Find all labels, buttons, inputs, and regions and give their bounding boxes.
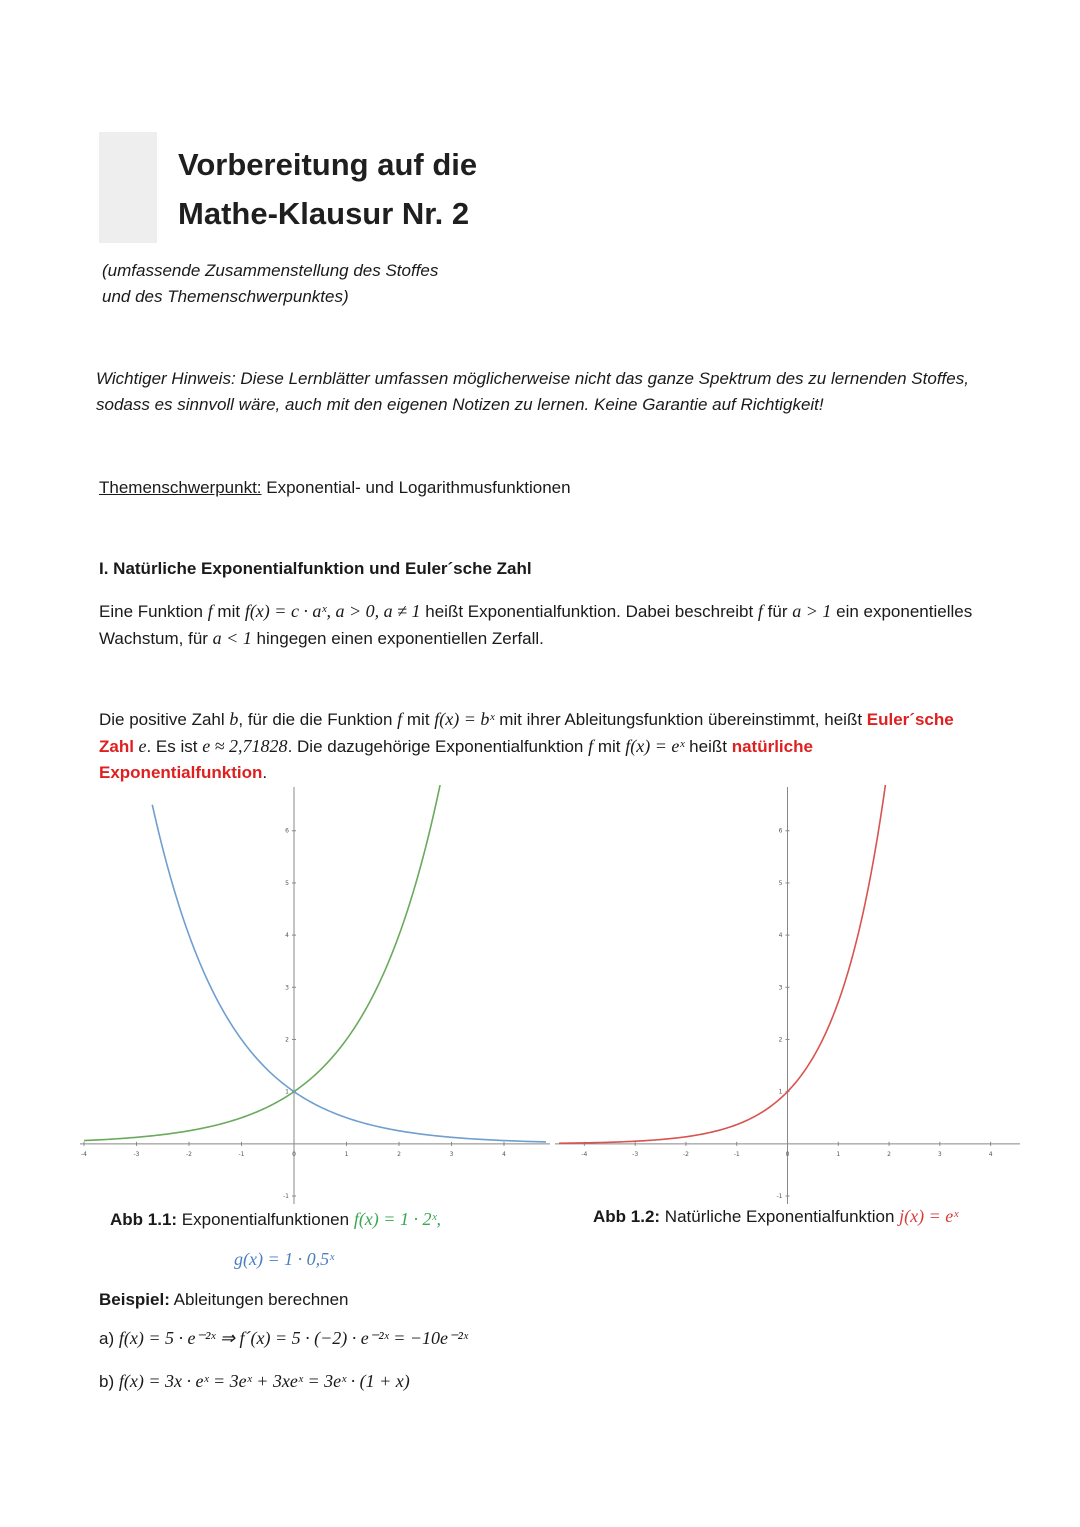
text: heißt	[684, 737, 732, 756]
x-tick-label: 3	[449, 1150, 454, 1158]
example-heading	[99, 1290, 349, 1310]
y-tick-label: 4	[285, 932, 289, 940]
x-tick-label: 3	[937, 1150, 942, 1158]
math-f: f	[757, 601, 763, 621]
example-b-label: b)	[99, 1372, 119, 1391]
text: . Die dazugehörige Exponentialfunktion	[287, 737, 589, 756]
math-f: f	[397, 709, 403, 729]
euler-number-term: Euler´sche Zahl	[99, 710, 954, 756]
chart-exponential-functions	[80, 785, 550, 1210]
topic-focus-text: Exponential- und Logarithmusfunktionen	[261, 478, 571, 497]
euler-paragraph	[99, 706, 979, 786]
caption-label: Abb 1.2:	[593, 1207, 661, 1226]
caption-text: Exponentialfunktionen	[177, 1210, 354, 1229]
x-tick-label: 2	[397, 1150, 401, 1158]
example-a	[99, 1328, 468, 1349]
caption-text: Natürliche Exponentialfunktion	[660, 1207, 900, 1226]
y-tick-label: 5	[778, 879, 783, 887]
example-a-formula: f(x) = 5 · e⁻²ˣ ⇒ f´(x) = 5 · (−2) · e⁻²ˣ = −10e⁻²ˣ	[118, 1328, 468, 1348]
math-formula: f(x) = c · aˣ, a > 0, a ≠ 1	[244, 601, 421, 621]
x-tick-label: 2	[887, 1150, 891, 1158]
math-condition: a < 1	[212, 628, 252, 648]
natural-exp-term: natürliche Exponentialfunktion	[99, 737, 813, 782]
x-tick-label: -1	[733, 1150, 740, 1158]
math-approx: e ≈ 2,71828	[202, 736, 288, 756]
title-decoration	[99, 132, 157, 243]
text: für	[762, 602, 793, 621]
title-line-1: Vorbereitung auf die	[178, 147, 478, 182]
y-tick-label: 6	[285, 827, 289, 835]
math-f: f	[207, 601, 213, 621]
text: Eine Funktion	[99, 602, 208, 621]
series-line-1	[84, 785, 441, 1141]
math-e: e	[133, 736, 147, 756]
math-b: b	[229, 709, 239, 729]
y-tick-label: 3	[285, 984, 289, 992]
y-tick-label: 1	[285, 1088, 289, 1096]
example-label: Beispiel:	[99, 1290, 170, 1309]
text: ein exponentielles Wachstum, für	[99, 602, 973, 648]
text: mit	[402, 710, 435, 729]
chart-natural-exponential	[555, 785, 1020, 1210]
x-tick-label: 0	[785, 1150, 790, 1158]
text: . Es ist	[146, 737, 203, 756]
series-line-2	[152, 805, 546, 1142]
figure-1-caption	[110, 1209, 441, 1230]
text: mit ihrer Ableitungsfunktion übereinstimmt, heißt	[494, 710, 867, 729]
text: , für die die Funktion	[238, 710, 398, 729]
topic-focus-label: Themenschwerpunkt:	[99, 478, 262, 497]
x-tick-label: -3	[632, 1150, 639, 1158]
text: hingegen einen exponentiellen Zerfall.	[251, 629, 544, 648]
y-tick-label: 5	[285, 879, 289, 887]
formula-j: j(x) = eˣ	[899, 1206, 959, 1226]
text: mit	[212, 602, 245, 621]
math-formula: f(x) = bˣ	[434, 709, 495, 729]
topic-focus	[99, 478, 571, 498]
y-tick-label: 2	[285, 1036, 289, 1044]
y-tick-label: -1	[776, 1193, 783, 1200]
example-text: Ableitungen berechnen	[169, 1290, 349, 1309]
y-tick-label: -1	[283, 1193, 289, 1200]
y-tick-label: 4	[778, 932, 783, 940]
y-tick-label: 6	[778, 827, 783, 835]
x-tick-label: -2	[186, 1150, 192, 1158]
definition-paragraph	[99, 598, 999, 652]
x-tick-label: -4	[581, 1150, 588, 1158]
x-tick-label: 4	[502, 1150, 506, 1158]
text: mit	[593, 737, 626, 756]
subtitle	[102, 258, 438, 310]
math-condition: a > 1	[792, 601, 832, 621]
y-tick-label: 1	[778, 1088, 783, 1096]
y-tick-label: 3	[778, 984, 783, 992]
y-tick-label: 2	[778, 1036, 783, 1044]
page-title	[178, 140, 477, 238]
important-notice: Wichtiger Hinweis: Diese Lernblätter umfassen möglicherweise nicht das ganze Spektrum des zu lernenden Stoffes, sodass es sinnvoll wäre, auch mit den eigenen Notizen zu lernen. Keine Garantie auf Richtigkeit!	[96, 369, 969, 414]
subtitle-line-1: (umfassende Zusammenstellung des Stoffes	[102, 261, 439, 280]
formula-f: f(x) = 1 · 2ˣ,	[353, 1209, 442, 1229]
formula-g: g(x) = 1 · 0,5ˣ	[234, 1249, 335, 1269]
math-formula: f(x) = eˣ	[625, 736, 685, 756]
text: heißt Exponentialfunktion. Dabei beschreibt	[420, 602, 758, 621]
figure-1-caption-g	[234, 1249, 334, 1270]
text: .	[262, 763, 268, 782]
x-tick-label: -3	[133, 1150, 140, 1158]
x-tick-label: 0	[292, 1150, 296, 1158]
x-tick-label: -1	[238, 1150, 245, 1158]
math-f: f	[588, 736, 594, 756]
x-tick-label: 1	[836, 1150, 841, 1158]
example-a-label: a)	[99, 1329, 119, 1348]
example-b-formula: f(x) = 3x · eˣ = 3eˣ + 3xeˣ = 3eˣ · (1 + x)	[118, 1371, 410, 1391]
example-b	[99, 1371, 410, 1392]
section-heading: I. Natürliche Exponentialfunktion und Euler´sche Zahl	[99, 559, 532, 578]
title-line-2: Mathe-Klausur Nr. 2	[178, 196, 470, 231]
x-tick-label: -4	[81, 1150, 87, 1158]
x-tick-label: 4	[988, 1150, 993, 1158]
caption-label: Abb 1.1:	[110, 1210, 178, 1229]
x-tick-label: 1	[344, 1150, 349, 1158]
text: Die positive Zahl	[99, 710, 230, 729]
figure-2-caption	[593, 1206, 958, 1227]
subtitle-line-2: und des Themenschwerpunktes)	[102, 287, 349, 306]
series-line-1	[559, 785, 887, 1143]
x-tick-label: -2	[682, 1150, 689, 1158]
